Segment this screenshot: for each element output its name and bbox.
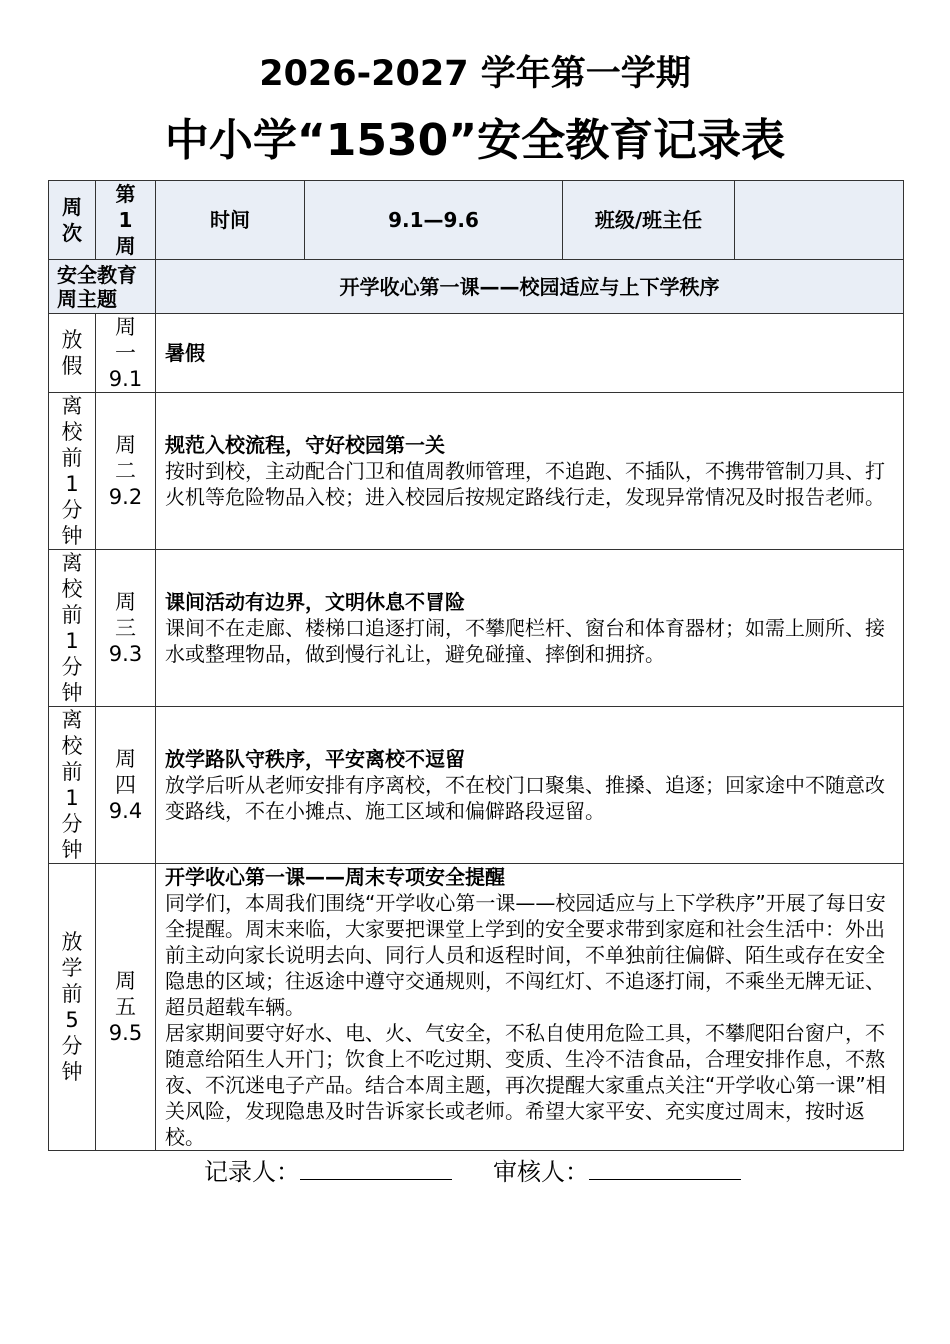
day-label: 周 五 9.5 [108,969,143,1045]
content-cell [156,393,904,550]
safety-record-table [48,180,904,1151]
content-paragraph: 放学后听从老师安排有序离校，不在校门口聚集、推搡、追逐；回家途中不随意改变路线，不在小摊点、施工区域和偏僻路段逗留。 [165,773,885,823]
recorder-label: 记录人： [204,1158,300,1186]
time-value: 9.1—9.6 [305,181,563,260]
timing-label: 离 校 前 1 分 钟 [61,394,83,548]
record-row [49,707,904,864]
class-teacher-label: 班级/班主任 [563,181,735,260]
reviewer-signature-line[interactable] [589,1157,741,1180]
week-value: 第 1 周 [115,182,136,258]
day-label: 周 四 9.4 [108,747,143,823]
theme-label: 安全教育周主题 [49,260,156,314]
content-paragraph: 同学们，本周我们围绕“开学收心第一课——校园适应与上下学秩序”开展了每日安全提醒。周末来临，大家要把课堂上学到的安全要求带到家庭和社会生活中：外出前主动向家长说明去向、同行人员和返程时间，不单独前往偏僻、陌生或存在安全隐患的区域；往返途中遵守交通规则，不闯红灯、不追逐打闹，不乘坐无牌无证、超员超载车辆。 [165,891,886,1019]
recorder-signature-line[interactable] [300,1157,452,1180]
week-value-cell [96,181,156,260]
content-title: 放学路队守秩序，平安离校不逗留 [165,747,465,771]
theme-value: 开学收心第一课——校园适应与上下学秩序 [156,260,904,314]
timing-cell [49,707,96,864]
week-label-cell [49,181,96,260]
class-teacher-value[interactable] [735,181,904,260]
day-cell [96,707,156,864]
timing-label: 放 学 前 5 分 钟 [61,930,83,1084]
timing-label: 放 假 [61,328,83,378]
content-title: 规范入校流程，守好校园第一关 [165,433,445,457]
content-paragraph: 课间不在走廊、楼梯口追逐打闹，不攀爬栏杆、窗台和体育器材；如需上厕所、接水或整理物品，做到慢行礼让，避免碰撞、摔倒和拥挤。 [165,616,885,666]
content-title: 开学收心第一课——周末专项安全提醒 [165,865,505,889]
record-row [49,314,904,393]
content-title: 课间活动有边界，文明休息不冒险 [165,590,465,614]
reviewer-label: 审核人： [493,1158,589,1186]
content-paragraph: 居家期间要守好水、电、火、气安全，不私自使用危险工具，不攀爬阳台窗户，不随意给陌生人开门；饮食上不吃过期、变质、生冷不洁食品，合理安排作息，不熬夜、不沉迷电子产品。结合本周主题，再次提醒大家重点关注“开学收心第一课”相关风险，发现隐患及时告诉家长或老师。希望大家平安、充实度过周末，按时返校。 [165,1021,886,1149]
day-label: 周 二 9.2 [108,433,143,509]
timing-label: 离 校 前 1 分 钟 [61,708,83,862]
title-record-form: 中小学“1530”安全教育记录表 [164,115,786,166]
timing-cell [49,393,96,550]
record-row [49,864,904,1151]
day-cell [96,393,156,550]
day-cell [96,550,156,707]
record-row [49,550,904,707]
time-label: 时间 [156,181,305,260]
content-cell [156,707,904,864]
reviewer-block [493,1157,741,1187]
timing-cell [49,314,96,393]
timing-label: 离 校 前 1 分 钟 [61,551,83,705]
content-cell [156,550,904,707]
day-cell [96,864,156,1151]
title-semester: 2026-2027 学年第一学期 [259,54,691,94]
content-cell [156,314,904,393]
timing-cell [49,550,96,707]
content-cell [156,864,904,1151]
timing-cell [49,864,96,1151]
day-label: 周 三 9.3 [108,590,143,666]
record-row [49,393,904,550]
day-label: 周 一 9.1 [108,315,143,391]
content-title: 暑假 [165,341,205,365]
day-cell [96,314,156,393]
week-label: 周 次 [62,195,82,245]
recorder-block [204,1157,452,1187]
content-paragraph: 按时到校，主动配合门卫和值周教师管理，不追跑、不插队，不携带管制刀具、打火机等危险物品入校；进入校园后按规定路线行走，发现异常情况及时报告老师。 [165,459,885,509]
